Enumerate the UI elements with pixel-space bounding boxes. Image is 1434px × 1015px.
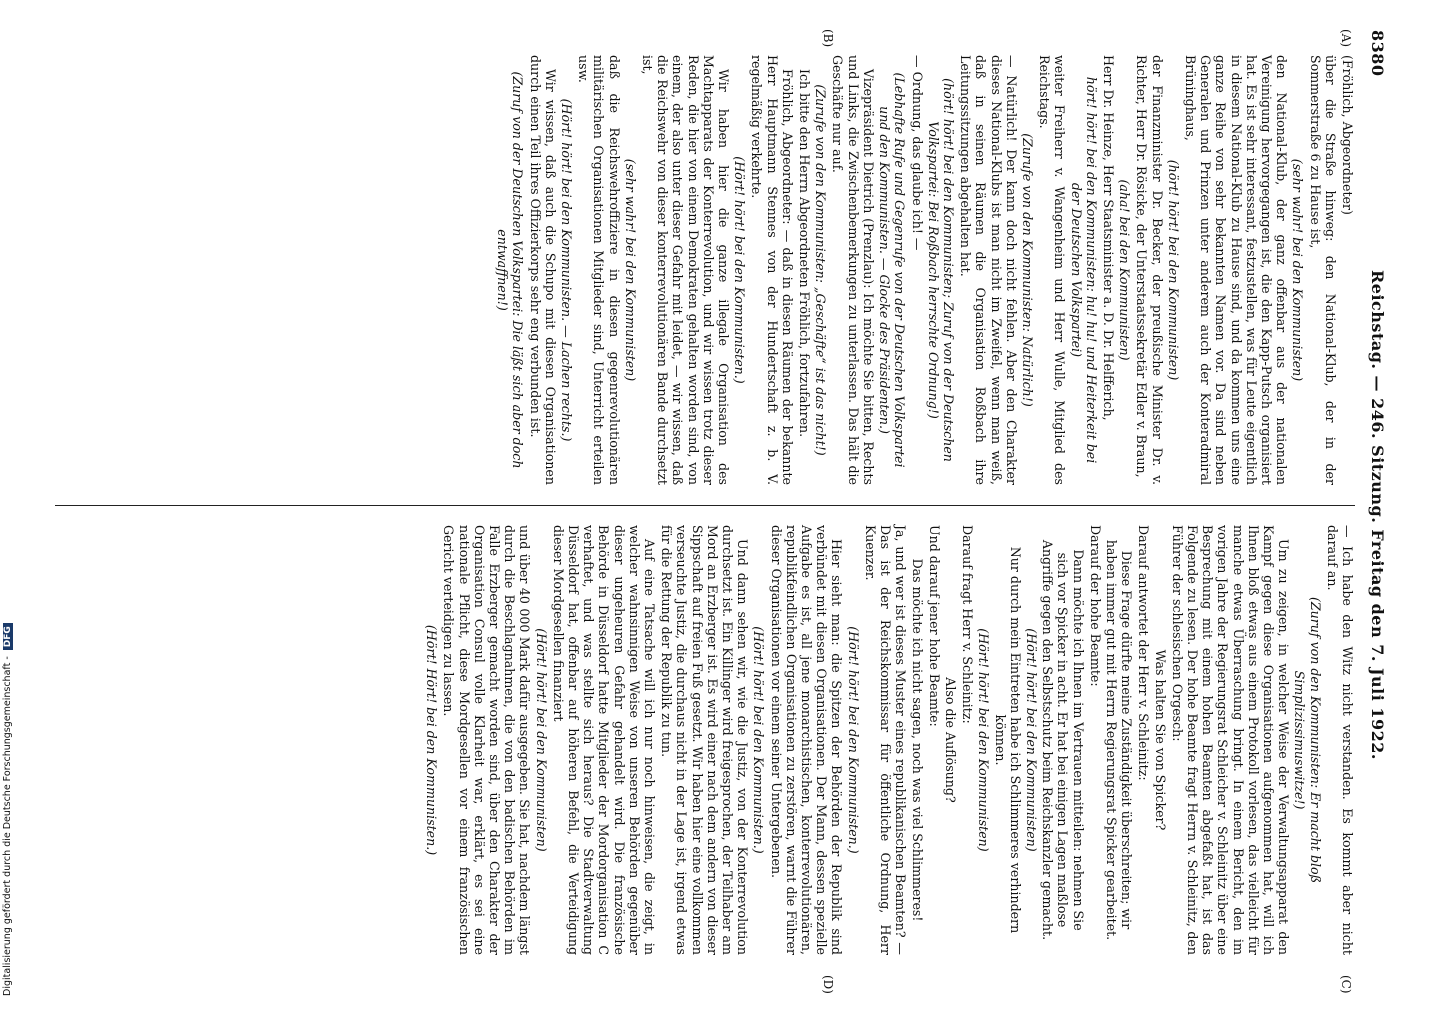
text-paragraph: Vizepräsident Dietrich (Prenzlau): Ich möchte Sie bitten, Rechts und Links, die Zwischenbemerkungen zu unterlassen. Das hält die Geschäfte nur auf. [830, 55, 876, 485]
text-paragraph: — Ordnung, das glaube ich! — [909, 55, 925, 251]
interjection-paragraph: (Hört! hört! bei den Kommunisten) [1023, 628, 1039, 852]
rotated-document-page [35, 15, 1395, 1015]
margin-mark-c: (C) [1339, 975, 1353, 994]
text-paragraph: daß die Reichswehroffiziere in diesen gegenrevolutionären militärischen Organisationen Mitglieder sind, Unterricht erteilen usw. [576, 55, 622, 485]
interjection-paragraph: (Zurufe von den Kommunisten: „Geschäfte“ ist das nicht!) [813, 84, 829, 456]
page-header [1361, 30, 1389, 1000]
text-paragraph: Ja, und wer ist dieses Muster eines republikanischen Beamten? — Das ist der Reichskommissar für öffentliche Ordnung, Herr Kuenzer. [862, 525, 909, 955]
text-paragraph: Dann möchte ich Ihnen im Vertrauen mitteilen: nehmen Sie sich vor Spicker in acht. Er hat bei einigen Lagen maßlose Angriffe gegen den Selbstschutz beim Reichskanzler gemacht. [1040, 539, 1086, 941]
credit-text: Digitalisierung gefördert durch die Deutsche Forschungsgemeinschaft - [2, 656, 13, 996]
margin-mark-d: (D) [821, 975, 835, 994]
text-paragraph: den National-Klub, der ganz offenbar aus der nationalen Vereinigung hervorgegangen ist, die den Kapp-Putsch organisiert hat. Es ist sehr interessant, festzustellen, was für Leute eigentlich in diesem National-Klub zu Hause sind, und da kommen uns eine ganze Reihe von sehr bekannten Namen vor. Da sind neben Generalen und Prinzen unter anderem auch der Konteradmiral Brüninghaus, [1182, 55, 1290, 485]
text-paragraph: Wir haben hier die ganze illegale Organisation des Machtapparats der Konterrevolution, und wir wissen trotz dieser Reden, die hier von einem Demokraten gehalten worden sind, von einem, der also unter dieser Gefahr mit leidet, — wir wissen, daß die Reichswehr von dieser konterrevolutionären Bande durchsetzt ist, [640, 55, 732, 485]
text-paragraph: und über 40 000 Mark dafür ausgegeben. Sie hat, nachdem längst durch die Beschlagnahmen, die von den badischen Behörden im Falle Erzberger gemacht worden sind, über den Charakter der Organisation Consul volle Klarheit war, erklärt, es sei eine nationale Pflicht, diese Mordgesellen vor einem französischen Gericht verteidigen zu lassen. [441, 525, 533, 955]
interjection-paragraph: (Hört! hört! bei den Kommunisten) [976, 628, 992, 852]
column-divider [55, 505, 1355, 506]
right-text-column [423, 525, 1355, 955]
interjection-paragraph: (aha! bei den Kommunisten) [1117, 179, 1133, 361]
interjection-paragraph: (Zuruf von den Kommunisten: Er macht bloß Simplizissimuswitze!) [1292, 596, 1323, 884]
text-paragraph: Auf eine Tatsache will ich nur noch hinweisen, die zeigt, in welcher wahnsinnigen Weise von unseren Behörden gegenüber dieser ungeheuren Gefahr gehandelt wird. Die französische Behörde in Düsseldorf hatte Mitglieder der Mordorganisation C verhaftet, und was stellte sich heraus? Die Stadtverwaltung Düsseldorf hat, offenbar auf höheren Befehl, die Verteidigung dieser Mordgesellen finanziert [550, 525, 658, 955]
interjection-paragraph: (sehr wahr! bei den Kommunisten) [1290, 158, 1306, 382]
text-paragraph: Und darauf jener hohe Beamte: [926, 525, 942, 727]
text-paragraph: Also die Auflösung? [942, 677, 958, 803]
left-text-column [494, 55, 1355, 485]
text-paragraph: — Ich habe den Witz nicht verstanden. Es kommt aber nicht darauf an. [1324, 525, 1355, 955]
digitization-credit [2, 623, 13, 996]
text-paragraph: (Fröhlich, Abgeordneter) [1340, 55, 1355, 215]
interjection-paragraph: (sehr wahr! bei den Kommunisten) [622, 158, 638, 382]
text-paragraph: weiter Freiherr v. Wangenheim und Herr Wulle, Mitglied des Reichstags. [1037, 55, 1068, 485]
text-paragraph: Darauf fragt Herr v. Schleinitz: [960, 525, 976, 724]
text-paragraph: Darauf antwortet der Herr v. Schleinitz: [1136, 525, 1152, 781]
interjection-paragraph: (Hört! hört! bei den Kommunisten. — Lachen rechts.) [559, 98, 575, 442]
interjection-paragraph: (hört! hört! bei den Kommunisten) [1165, 159, 1181, 381]
text-paragraph: Wir wissen, daß auch die Schupo mit diesen Organisationen durch einen Teil ihres Offizierkorps sehr eng verbunden ist. [527, 55, 558, 485]
text-paragraph: Nur durch mein Eintreten habe ich Schlimmeres verhindern können. [992, 546, 1023, 934]
text-paragraph: Was halten Sie von Spicker? [1152, 649, 1168, 831]
dfg-logo: DFG [3, 623, 13, 650]
text-paragraph: der Finanzminister Dr. Becker, der preußische Minister Dr. v. Richter, Herr Dr. Rösicke, der Unterstaatssekretär Edler v. Braun, [1134, 55, 1165, 485]
text-paragraph: Ich bitte den Herrn Abgeordneten Fröhlich, fortzufahren. [797, 69, 813, 438]
text-paragraph: Herr Dr. Heinze, Herr Staatsminister a. D. Dr. Helfferich, [1100, 55, 1116, 421]
interjection-paragraph: (Hört! hört! bei den Kommunisten) [533, 628, 549, 852]
interjection-paragraph: (hört! hört! bei den Kommunisten; Zuruf von der Deutschen Volkspartei: Bei Roßbach herrschte Ordnung!) [925, 78, 956, 462]
margin-mark-a: (A) [1339, 29, 1353, 48]
text-paragraph: Das möchte ich nicht sagen, noch was viel Schlimmeres! [909, 558, 925, 922]
running-title: Reichstag. — 246. Sitzung. Freitag den 7. Juli 1922. [1368, 270, 1387, 760]
text-paragraph: Um zu zeigen, in welcher Weise der Verwaltungsapparat den Kampf gegen diese Organisationen aufgenommen hat, will ich Ihnen bloß etwas aus einem Protokoll vorlesen, das vielleicht für manche etwas Überraschung bringt. In einem Bericht, den im vorigen Jahre der Regierungsrat Schleicher v. Schleinitz über eine Besprechung mit einem hohen Beamten abgefaßt hat, ist das Folgende zu lesen. Der hohe Beamte fragt Herrn v. Schleinitz, den Führer der schlesischen Orgesch: [1169, 525, 1292, 955]
text-paragraph: über die Straße hinweg: den National-Klub, der in der Sommerstraße 6 zu Hause ist, [1307, 55, 1338, 485]
text-paragraph: Fröhlich, Abgeordneter: — daß in diesen Räumen der bekannte Herr Hauptmann Stennes von der Hundertschaft z. b. V. regelmäßig verkehrte. [749, 55, 795, 485]
page-number: 8380 [1368, 30, 1387, 77]
text-paragraph: Diese Frage dürfte meine Zuständigkeit überschreiten; wir haben immer gut mit Herrn Regierungsrat Spicker gearbeitet. [1103, 539, 1135, 941]
interjection-paragraph: (Zuruf von der Deutschen Volkspartei: Die läßt sich aber doch entwaffnen!) [495, 71, 526, 469]
margin-mark-b: (B) [821, 29, 835, 48]
text-paragraph: Hier sieht man: die Spitzen der Behörden der Republik sind verbündet mit diesen Organisationen. Der Mann, dessen spezielle Aufgabe es ist, all jene monarchistischen, konterrevolutionären, republikfeindlichen Organisationen zu zerstören, warnt die Führer dieser Organisationen vor einem seiner Untergebenen. [768, 525, 845, 955]
text-paragraph: Darauf der hohe Beamte: [1087, 525, 1103, 687]
interjection-paragraph: (Hört! Hört! bei den Kommunisten.) [424, 624, 440, 856]
interjection-paragraph: (Hört! hört! bei den Kommunisten.) [732, 156, 748, 384]
text-paragraph: Und dann sehen wir, wie die Justiz, von der Konterrevolution durchsetzt ist. Ein Killinger wird freigesprochen, der Teilhaber am Mord an Erzberger ist. Es wird einer nach dem andern von dieser Sippschaft auf freien Fuß gesetzt. Wir haben hier eine vollkommen verseuchte Justiz, die durchaus nicht in der Lage ist, irgend etwas für die Rettung der Republik zu tun. [659, 525, 751, 955]
interjection-paragraph: hört! hört! bei den Kommunisten: hu! hu! und Heiterkeit bei der Deutschen Volkspartei) [1068, 76, 1099, 464]
text-paragraph: — Natürlich! Der kann doch nicht fehlen. Aber den Charakter dieses National-Klubs ist man nicht im Zweifel, wenn man weiß, daß in seinen Räumen die Organisation Roßbach ihre Leitungssitzungen abgehalten hat. [958, 55, 1019, 485]
interjection-paragraph: (Lebhafte Rufe und Gegenrufe von der Deutschen Volkspartei und den Kommunisten. — Glocke des Präsidenten.) [877, 72, 908, 468]
interjection-paragraph: (Hört! hört! bei den Kommunisten.) [845, 626, 861, 854]
interjection-paragraph: (Zurufe von den Kommunisten: Natürlich!) [1019, 133, 1035, 407]
interjection-paragraph: (Hört! hört! bei den Kommunisten.) [751, 626, 767, 854]
